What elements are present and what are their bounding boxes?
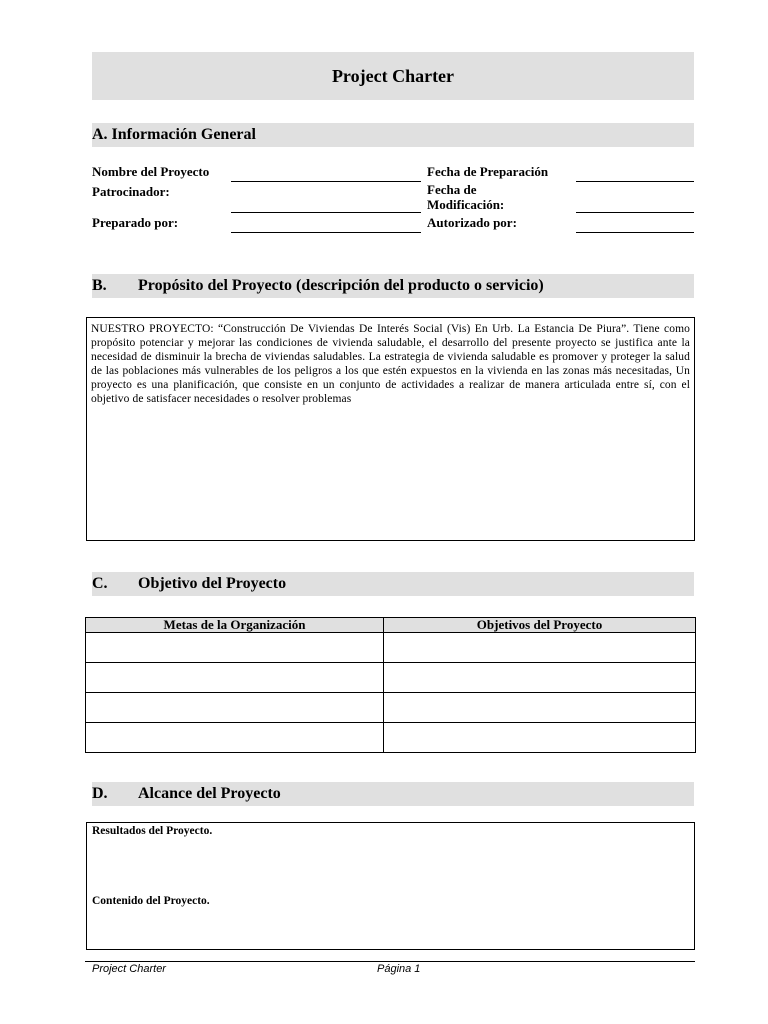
table-cell[interactable] [86,633,384,663]
table-cell[interactable] [384,663,696,693]
section-c-letter: C. [92,575,108,592]
section-a-heading: A. Información General [92,126,256,143]
table-row [86,693,696,723]
title-banner [92,52,694,100]
footer-page-number: Página 1 [377,963,421,975]
scope-box[interactable] [86,822,695,950]
section-b-letter: B. [92,277,107,294]
table-row [86,663,696,693]
column-header-org-goals: Metas de la Organización [86,618,384,633]
authorized-by-field[interactable] [576,232,694,233]
table-header-row [86,618,696,633]
table-cell[interactable] [384,633,696,663]
section-b-header [92,274,694,298]
section-c-header [92,572,694,596]
section-c-heading: Objetivo del Proyecto [138,575,287,592]
purpose-textbox[interactable] [86,317,695,541]
results-label: Resultados del Proyecto. [92,825,213,837]
prep-date-label: Fecha de Preparación [427,164,549,179]
mod-date-field[interactable] [576,212,694,213]
section-b-heading: Propósito del Proyecto (descripción del producto o servicio) [138,277,544,294]
project-name-label: Nombre del Proyecto [92,164,210,179]
prepared-by-label: Preparado por: [92,215,179,230]
table-row [86,633,696,663]
section-d-heading: Alcance del Proyecto [138,785,281,802]
document-title: Project Charter [331,65,455,86]
prep-date-field[interactable] [576,181,694,182]
table-cell[interactable] [86,693,384,723]
section-a-header [92,123,694,147]
project-name-field[interactable] [231,181,421,182]
sponsor-label: Patrocinador: [92,184,170,199]
objectives-table [85,617,696,753]
section-d-header [92,782,694,806]
mod-date-label-line1: Fecha de [427,182,477,197]
column-header-project-objectives: Objetivos del Proyecto [384,618,696,633]
content-label: Contenido del Proyecto. [92,895,210,907]
section-d-letter: D. [92,785,108,802]
table-cell[interactable] [384,723,696,753]
table-row [86,723,696,753]
table-cell[interactable] [86,723,384,753]
mod-date-label-line2: Modificación: [427,197,505,212]
footer-doc-title: Project Charter [92,963,166,975]
prepared-by-field[interactable] [231,232,421,233]
footer-divider [85,961,695,962]
table-cell[interactable] [86,663,384,693]
purpose-text: NUESTRO PROYECTO: “Construcción De Viviendas De Interés Social (Vis) En Urb. La Estancia De Piura”. Tiene como propósito potenciar y mejorar las condiciones de vivienda saludable, el desarrollo del presente proyecto se justifica ante la necesidad de disminuir la brecha de viviendas saludables. La estrategia de vivienda saludable es promover y proteger la salud de las poblaciones más vulnerables de los peligros a los que estén expuestos en la vivienda en las zonas más necesitadas, Un proyecto es una planificación, que consiste en un conjunto de actividades a realizar de manera articulada entre sí, con el objetivo de satisfacer necesidades o resolver problemas [91,323,690,405]
authorized-by-label: Autorizado por: [427,215,517,230]
sponsor-field[interactable] [231,212,421,213]
table-cell[interactable] [384,693,696,723]
